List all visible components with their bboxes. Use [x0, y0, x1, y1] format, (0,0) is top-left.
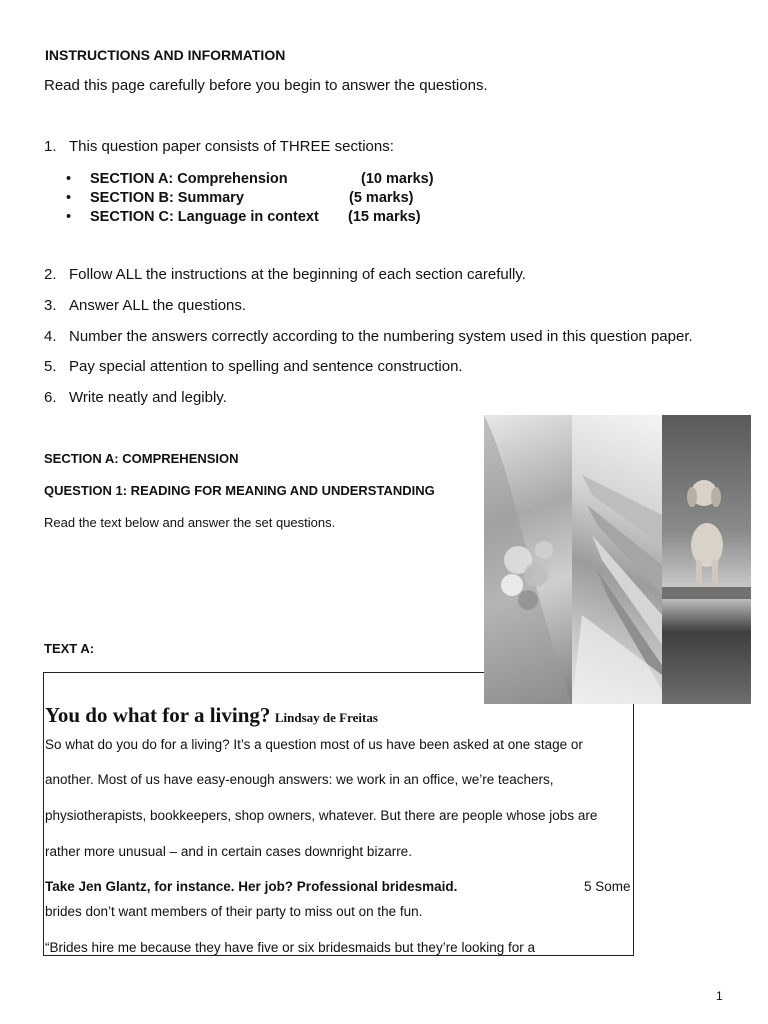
bouquet-graphic: [484, 415, 572, 704]
dog-graphic: [662, 415, 751, 704]
swatches-graphic: [572, 415, 662, 704]
instruction-item: [44, 297, 246, 315]
intro-text: Read this page carefully before you begin to answer the questions.: [44, 77, 488, 94]
instruction-item: [44, 358, 463, 376]
instruction-number: 3.: [44, 297, 57, 314]
article-line: rather more unusual – and in certain cases downright bizarre.: [45, 844, 412, 859]
instruction-item: [44, 266, 526, 284]
dog-in-water-photo: [662, 415, 751, 704]
instruction-number: 4.: [44, 328, 57, 345]
bullet-icon: •: [66, 190, 72, 206]
instruction-text: Follow ALL the instructions at the beginning of each section carefully.: [69, 266, 526, 283]
article-line: physiotherapists, bookkeepers, shop owners, whatever. But there are people whose jobs are: [45, 808, 598, 823]
page-title: INSTRUCTIONS AND INFORMATION: [45, 47, 286, 63]
article-line: “Brides hire me because they have five or six bridesmaids but they’re looking for a: [45, 940, 535, 955]
instruction-text: This question paper consists of THREE sections:: [69, 138, 394, 155]
bullet-icon: •: [66, 209, 72, 225]
article-box: [43, 672, 634, 956]
section-marks: (5 marks): [349, 190, 414, 206]
section-name: SECTION B: Summary: [90, 190, 244, 206]
instruction-item: [44, 328, 693, 346]
instruction-item: [44, 389, 227, 407]
photo-collage: [484, 415, 751, 704]
article-title: You do what for a living?: [45, 703, 271, 727]
wedding-bouquet-photo: [484, 415, 572, 704]
instruction-number: 1.: [44, 138, 57, 155]
article-bold-line: Take Jen Glantz, for instance. Her job? Professional bridesmaid.: [45, 879, 458, 894]
question-instruction: Read the text below and answer the set questions.: [44, 515, 336, 530]
section-name: SECTION A: Comprehension: [90, 171, 288, 187]
article-line: brides don’t want members of their party to miss out on the fun.: [45, 904, 423, 919]
instruction-text: Answer ALL the questions.: [69, 297, 247, 314]
instruction-number: 6.: [44, 389, 57, 406]
article-title-line: [45, 703, 378, 728]
page-number: 1: [716, 989, 723, 1003]
line-marker: 5 Some: [584, 879, 631, 894]
instruction-text: Write neatly and legibly.: [69, 389, 227, 406]
section-list-item: [66, 208, 421, 226]
section-list-item: [66, 189, 414, 207]
text-label: TEXT A:: [44, 641, 95, 656]
section-marks: (10 marks): [361, 171, 434, 187]
instruction-text: Pay special attention to spelling and sentence construction.: [69, 358, 463, 375]
section-name: SECTION C: Language in context: [90, 209, 319, 225]
paint-swatches-photo: [572, 415, 662, 704]
bullet-icon: •: [66, 171, 72, 187]
section-list-item: [66, 170, 434, 188]
article-line: So what do you do for a living? It’s a question most of us have been asked at one stage or: [45, 737, 583, 752]
article-author: Lindsay de Freitas: [274, 710, 378, 725]
instruction-text: Number the answers correctly according to the numbering system used in this question paper.: [69, 328, 693, 345]
question-heading: QUESTION 1: READING FOR MEANING AND UNDERSTANDING: [44, 483, 435, 498]
section-heading: SECTION A: COMPREHENSION: [44, 451, 239, 466]
instruction-item: [44, 138, 394, 156]
article-line: another. Most of us have easy-enough answers: we work in an office, we’re teachers,: [45, 772, 554, 787]
instruction-number: 2.: [44, 266, 57, 283]
section-marks: (15 marks): [348, 209, 421, 225]
instruction-number: 5.: [44, 358, 57, 375]
